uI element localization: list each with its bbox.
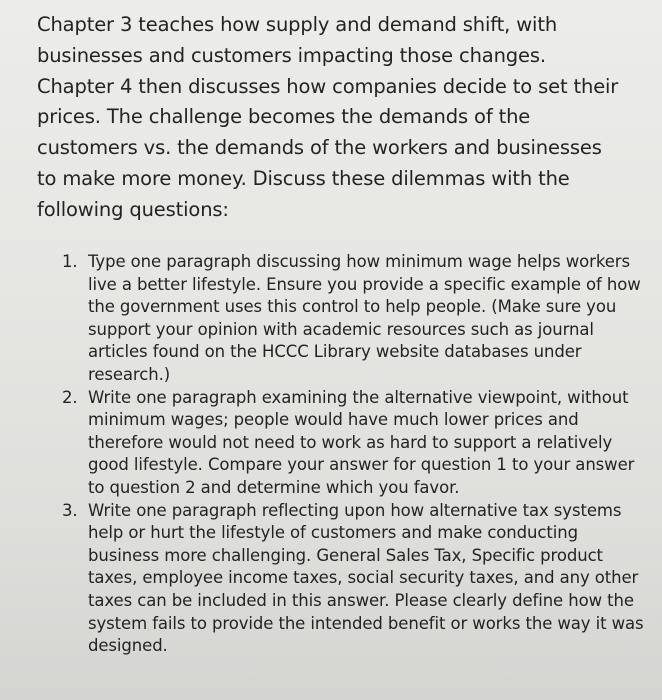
question-item-1 — [62, 251, 652, 387]
question-item-2 — [62, 387, 652, 500]
intro-paragraph: Chapter 3 teaches how supply and demand shift, with businesses and customers impacting those changes. Chapter 4 then discusses how companies decide to set their prices. The challenge becomes the demands of the customers vs. the demands of the workers and businesses to make more money. Discuss these dilemmas with the following questions: — [37, 13, 619, 221]
question-text: Type one paragraph discussing how minimum wage helps workers live a better lifestyle. Ensure you provide a specific example of how the government uses this control to help people. (Make sure you support your opinion with academic resources such as journal articles found on the HCCC Library website databases under research.) — [88, 252, 641, 384]
question-number: 3. — [62, 500, 78, 520]
question-text: Write one paragraph reflecting upon how alternative tax systems help or hurt the lifestyle of customers and make conducting business more challenging. General Sales Tax, Specific product taxes, employee income taxes, social security taxes, and any other taxes can be included in this answer. Please clearly define how the system fails to provide the intended benefit or works the way it was designed. — [88, 500, 644, 656]
question-list — [62, 251, 652, 658]
question-number: 2. — [62, 387, 78, 407]
question-text: Write one paragraph examining the alternative viewpoint, without minimum wages; people would have much lower prices and therefore would not need to work as hard to support a relatively good lifestyle. Compare your answer for question 1 to your answer to question 2 and determine which you favor. — [88, 387, 635, 497]
question-item-3 — [62, 500, 652, 658]
question-number: 1. — [62, 252, 78, 271]
